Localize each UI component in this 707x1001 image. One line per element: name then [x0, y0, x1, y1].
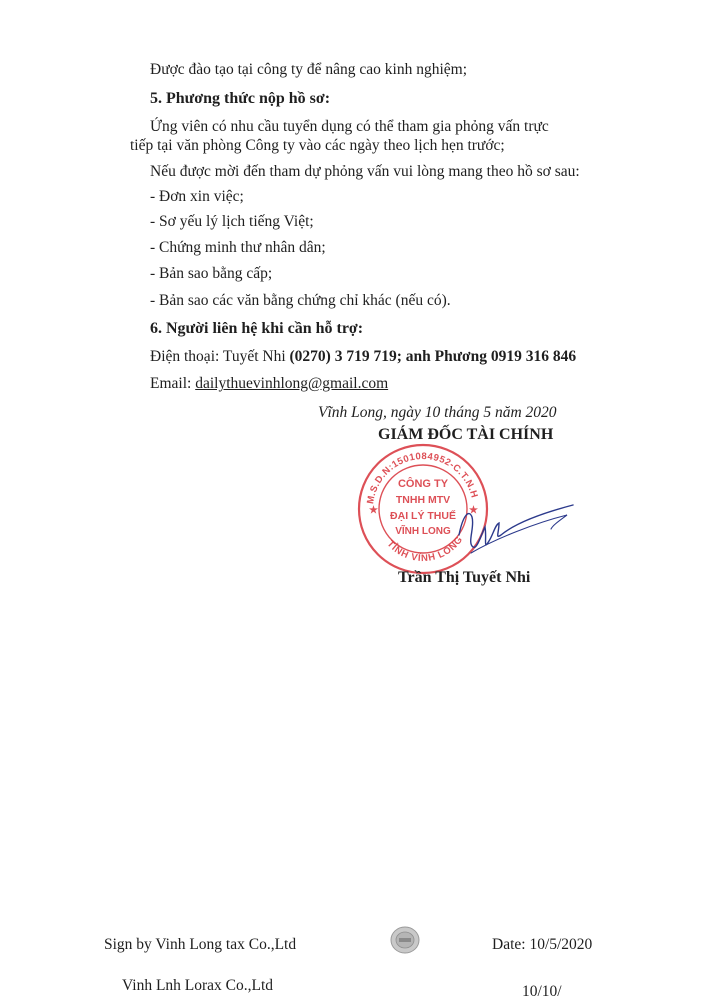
email-label: Email: — [150, 375, 196, 392]
phone-line — [150, 347, 576, 367]
training-line: Được đào tạo tại công ty để nâng cao kinh nghiệm; — [150, 61, 468, 78]
footer-date-alt: 10/10/ — [522, 983, 562, 1000]
email-line — [150, 374, 388, 394]
document-item: - Bản sao các văn bằng chứng chỉ khác (nếu có). — [150, 292, 451, 309]
seal-line-4: VĨNH LONG — [395, 526, 451, 537]
phone-label: Điện thoại: Tuyết Nhi — [150, 348, 290, 365]
footer-sign-by: Sign by Vinh Long tax Co.,Ltd — [104, 936, 297, 953]
seal-line-1: CÔNG TY — [397, 478, 449, 490]
applicants-line-1: Ứng viên có nhu cầu tuyển dụng có thể tham gia phỏng vấn trực — [150, 118, 549, 135]
section-6-heading: 6. Người liên hệ khi cần hỗ trợ: — [150, 320, 364, 337]
handwritten-signature-icon — [455, 495, 580, 565]
document-item: - Bản sao bằng cấp; — [150, 265, 273, 282]
footer-company-alt: Vinh Lnh Lorax Co.,Ltd — [122, 977, 274, 994]
seal-line-2: TNHH MTV — [395, 494, 451, 506]
document-item: - Sơ yếu lý lịch tiếng Việt; — [150, 213, 314, 230]
signatory-name: Trần Thị Tuyết Nhi — [398, 569, 531, 586]
seal-ring-top-text: M.S.D.N:1501084952-C.T.N.H — [365, 450, 480, 505]
seal-ring-bottom-text: TỈNH VĨNH LONG — [384, 534, 466, 565]
svg-text:★: ★ — [369, 505, 378, 516]
applicants-line-2: tiếp tại văn phòng Công ty vào các ngày theo lịch hẹn trước; — [130, 137, 505, 154]
invite-line: Nếu được mời đến tham dự phỏng vấn vui lòng mang theo hồ sơ sau: — [150, 163, 580, 180]
footer-emblem-icon — [389, 925, 421, 955]
document-item: - Chứng minh thư nhân dân; — [150, 239, 326, 256]
footer-date: Date: 10/5/2020 — [492, 936, 593, 953]
section-5-heading: 5. Phương thức nộp hồ sơ: — [150, 90, 331, 107]
seal-line-3: ĐẠI LÝ THUẾ — [390, 510, 456, 522]
email-link[interactable]: dailythuevinhlong@gmail.com — [195, 375, 389, 392]
signatory-title: GIÁM ĐỐC TÀI CHÍNH — [378, 426, 554, 443]
document-item: - Đơn xin việc; — [150, 188, 244, 205]
phone-value: (0270) 3 719 719; anh Phương 0919 316 846 — [289, 348, 577, 365]
svg-text:TỈNH VĨNH LONG — [385, 534, 466, 564]
place-date: Vĩnh Long, ngày 10 tháng 5 năm 2020 — [318, 404, 557, 421]
svg-text:★: ★ — [469, 505, 478, 516]
